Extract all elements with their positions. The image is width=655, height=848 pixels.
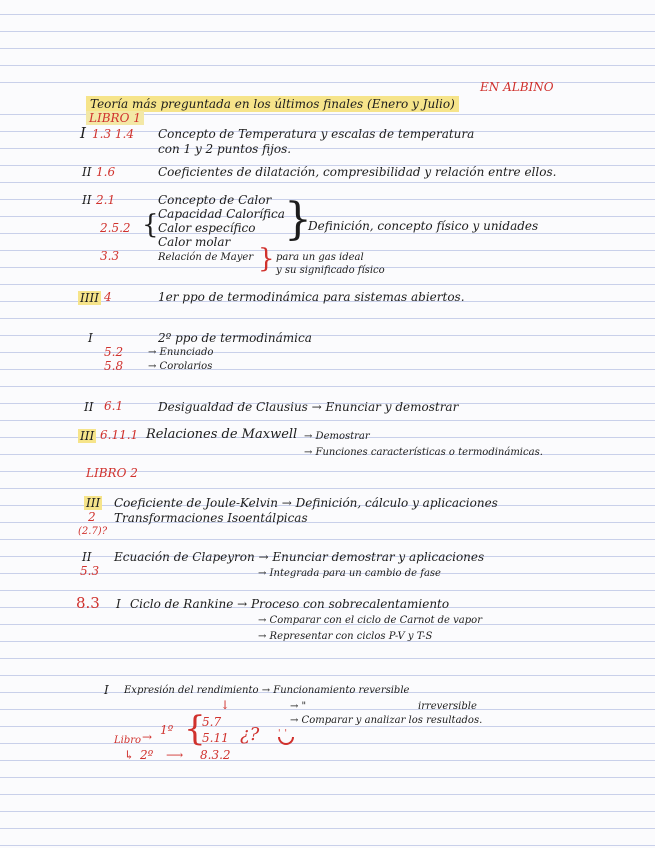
item5-tally: I (88, 331, 93, 345)
red-brace-libro-icon: { (184, 709, 206, 749)
item5-text: 2º ppo de termodinámica (158, 331, 312, 345)
l2-item4-note2: → Comparar y analizar los resultados. (290, 715, 483, 726)
item2-section: 1.6 (96, 165, 116, 179)
page-title: Teoría más preguntada en los últimos finales (Enero y Julio) (86, 96, 459, 112)
concept-capacidad: Capacidad Calorífica (158, 207, 285, 221)
item5-sub1-section: 5.2 (104, 345, 124, 359)
mayer-note1: para un gas ideal (276, 252, 364, 263)
item7-section: 6.11.1 (100, 428, 139, 442)
item1-sections: 1.3 1.4 (92, 127, 134, 141)
l2-item1-text: Coeficiente de Joule-Kelvin → Definición, cálculo y aplicaciones (114, 496, 498, 510)
item7-note2: → Funciones características o termodinámicas. (304, 447, 543, 458)
item5-sub1-text: → Enunciado (148, 347, 214, 358)
libro-long-arrow-icon: ⟶ (166, 748, 184, 762)
item5-sub2-section: 5.8 (104, 359, 124, 373)
brace-icon: { (142, 210, 159, 240)
libro-two-arrow-icon: ↳ (124, 748, 135, 762)
item6-section: 6.1 (104, 399, 124, 413)
libro-s1: 5.7 (202, 715, 222, 729)
down-arrow-icon: ↓ (220, 698, 231, 712)
l2-item3-tally: I (116, 597, 121, 611)
l2-item4-ditto: → " (290, 701, 307, 712)
concept-calor: Concepto de Calor (158, 193, 272, 207)
libro1-label: LIBRO 1 (86, 111, 144, 125)
concept-molar: Calor molar (158, 235, 231, 249)
item4-tally: IIII (80, 291, 99, 305)
libro-label: Libro (114, 735, 142, 746)
concept-especifico: Calor específico (158, 221, 256, 235)
l2-item2-text: Ecuación de Clapeyron → Enunciar demostrar y aplicaciones (114, 550, 485, 564)
corner-note: EN ALBINO (480, 80, 554, 94)
l2-item2-tally: II (82, 550, 92, 564)
libro-one: 1º (160, 723, 174, 737)
l2-item4-irrev: irreversible (418, 701, 477, 712)
l2-item3-text: Ciclo de Rankine → Proceso con sobrecalentamiento (130, 597, 450, 611)
item2-text: Coeficientes de dilatación, compresibilidad y relación entre ellos. (158, 165, 557, 179)
smiley-eyes-icon: '' (278, 729, 291, 739)
item2-tally: II (82, 165, 92, 179)
libro-s2: 5.11 (202, 731, 229, 745)
item4-text: 1er ppo de termodinámica para sistemas abiertos. (158, 290, 465, 304)
item7-text: Relaciones de Maxwell (146, 427, 298, 442)
l2-item1-ref: (2.7)? (78, 526, 108, 537)
red-brace-icon: } (258, 244, 275, 274)
item1-line1: Concepto de Temperatura y escalas de temperatura (158, 127, 475, 141)
item3-tally: II (82, 193, 92, 207)
l2-item4-text: Expresión del rendimiento → Funcionamiento reversible (124, 685, 410, 696)
item3-section3: 3.3 (100, 249, 120, 263)
item7-note1: → Demostrar (304, 431, 370, 442)
closing-brace-icon: } (284, 194, 312, 245)
mayer-note2: y su significado físico (276, 265, 385, 276)
item3-section2: 2.5.2 (100, 221, 131, 235)
mayer-label: Relación de Mayer (158, 252, 254, 263)
item6-tally: II (84, 400, 94, 414)
l2-item3-note1: → Comparar con el ciclo de Carnot de vapor (258, 615, 482, 626)
item1-tally: I (80, 124, 86, 142)
item4-section: 4 (104, 290, 112, 304)
item7-tally: III (80, 429, 95, 443)
l2-item3-note2: → Representar con ciclos P-V y T-S (258, 631, 433, 642)
item3-section: 2.1 (96, 193, 116, 207)
l2-item4-tally: I (104, 683, 109, 697)
item5-sub2-text: → Corolarios (148, 361, 213, 372)
l2-item1-text2: Transformaciones Isoentálpicas (114, 511, 308, 525)
libro-arrow-icon: → (142, 730, 153, 744)
libro2-label: LIBRO 2 (86, 466, 138, 480)
l2-item2-note: → Integrada para un cambio de fase (258, 568, 441, 579)
libro-two: 2º (140, 748, 154, 762)
l2-item2-section: 5.3 (80, 564, 100, 578)
libro-s3: 8.3.2 (200, 748, 231, 762)
l2-item1-tally: III (86, 496, 101, 510)
item1-line2: con 1 y 2 puntos fijos. (158, 142, 292, 156)
concepts-note: Definición, concepto físico y unidades (308, 219, 539, 233)
l2-item3-section: 8.3 (76, 594, 100, 612)
question-mark: ¿? (240, 724, 260, 745)
l2-item1-mark2: 2 (88, 510, 96, 524)
item6-text: Desigualdad de Clausius → Enunciar y demostrar (158, 400, 459, 414)
